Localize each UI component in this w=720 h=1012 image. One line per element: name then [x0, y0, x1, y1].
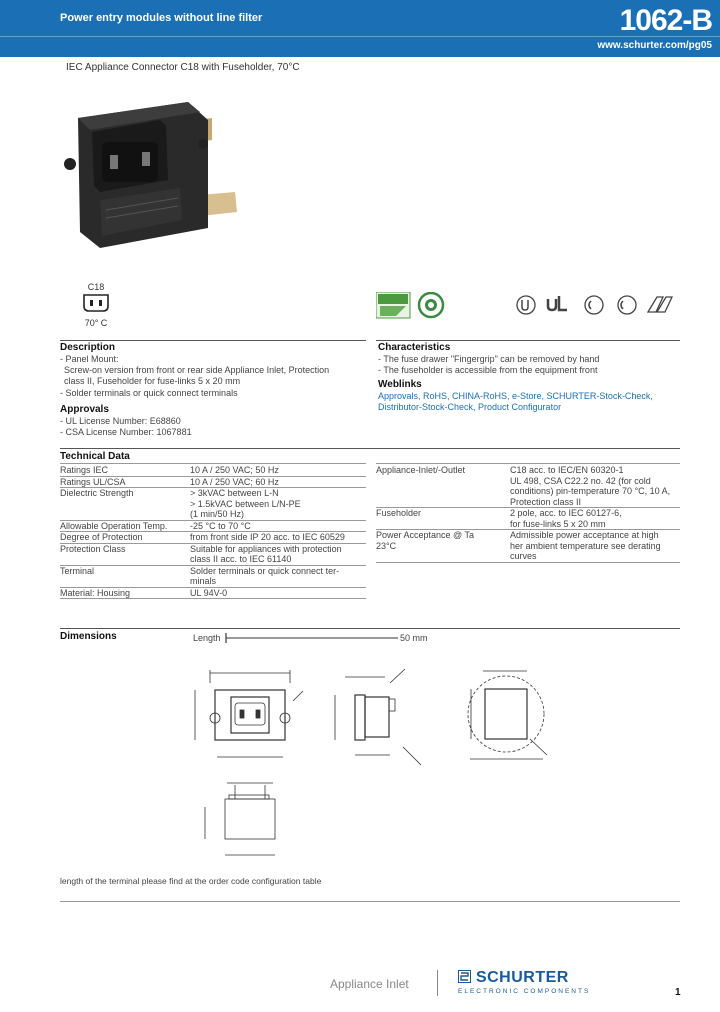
tech-row-key: Allowable Operation Temp.: [60, 520, 168, 531]
description-line: - Panel Mount:: [60, 354, 119, 364]
logo-brand-text: SCHURTER: [475, 969, 569, 986]
weblinks-heading: Weblinks: [378, 379, 422, 390]
divider: [60, 463, 366, 464]
tech-row-value: curves: [510, 551, 537, 561]
tech-row-value: C18 acc. to IEC/EN 60320-1: [510, 465, 624, 475]
tech-row-key: Ratings UL/CSA: [60, 476, 126, 487]
description-line: - Solder terminals or quick connect terminals: [60, 388, 238, 398]
tech-row-value: conditions) pin-temperature 70 °C, 10 A,: [510, 486, 671, 496]
tech-row: [60, 488, 366, 521]
length-value: 50 mm: [400, 633, 428, 643]
row-divider: [376, 562, 680, 563]
tech-row: [376, 530, 680, 563]
tech-row-value: 2 pole, acc. to IEC 60127-6,: [510, 508, 622, 518]
schurter-logo: [458, 969, 590, 995]
tech-row-value: > 3kVAC between L-N: [190, 488, 279, 498]
description-line: Screw-on version from front or rear side Appliance Inlet, Protection: [64, 365, 330, 375]
tech-row-key: 23°C: [376, 540, 397, 551]
characteristics-line: - The fuseholder is accessible from the equipment front: [378, 365, 598, 375]
tech-row-value: Admissible power acceptance at high: [510, 530, 659, 540]
certification-marks-icon: [515, 292, 680, 318]
tech-row-value: minals: [190, 576, 217, 586]
c18-symbol: [76, 282, 116, 328]
description-line: class II, Fuseholder for fuse-links 5 x 20 mm: [64, 376, 241, 386]
footer-divider: [437, 970, 438, 996]
tech-row-value: her ambient temperature see derating: [510, 540, 661, 551]
logo-mark-icon: [458, 970, 471, 983]
tech-row-value: Protection class II: [510, 496, 582, 507]
tech-row-value: 10 A / 250 VAC; 50 Hz: [190, 465, 279, 475]
characteristics-heading: Characteristics: [378, 342, 451, 353]
tech-row-key: Material: Housing: [60, 587, 131, 598]
model-number: 1062-B: [619, 4, 712, 37]
dimensions-heading: Dimensions: [60, 631, 117, 642]
tech-row-value: for fuse-links 5 x 20 mm: [510, 518, 606, 529]
c18-label: C18: [87, 282, 105, 292]
tech-row-value: UL 498, CSA C22.2 no. 42 (for cold: [510, 475, 651, 486]
divider: [60, 448, 680, 449]
c18-temp-label: 70° C: [84, 318, 108, 328]
tech-row-key: Power Acceptance @ Ta: [376, 530, 475, 540]
terminal-note: length of the terminal please find at the order code configuration table: [60, 876, 322, 886]
footer-label: Appliance Inlet: [330, 977, 409, 991]
tech-row-key: Ratings IEC: [60, 465, 109, 475]
tech-row: [376, 508, 680, 530]
divider: [60, 340, 366, 341]
weblinks-line[interactable]: Distributor-Stock-Check, Product Configurator: [378, 402, 562, 412]
divider: [60, 901, 680, 902]
page-number: 1: [675, 987, 681, 998]
weblinks-line[interactable]: Approvals, RoHS, CHINA-RoHS, e-Store, SCHURTER-Stock-Check,: [378, 391, 653, 401]
length-bar-icon: [224, 632, 400, 644]
tech-row: [60, 544, 366, 566]
tech-row-value: -25 °C to 70 °C: [190, 520, 251, 531]
divider: [60, 628, 680, 629]
tech-row: [60, 566, 366, 588]
tech-row-value: class II acc. to IEC 61140: [190, 554, 292, 564]
divider: [376, 463, 680, 464]
header-divider: [0, 36, 720, 37]
tech-row-value: Solder terminals or quick connect ter-: [190, 565, 340, 576]
characteristics-line: - The fuse drawer "Fingergrip" can be removed by hand: [378, 354, 600, 364]
approvals-line: - UL License Number: E68860: [60, 416, 181, 426]
tech-row-key: Dielectric Strength: [60, 488, 134, 498]
divider: [376, 340, 680, 341]
row-divider: [60, 598, 366, 599]
product-title: IEC Appliance Connector C18 with Fuseholder, 70°C: [66, 62, 300, 73]
header-weblink[interactable]: www.schurter.com/pg05: [597, 40, 712, 51]
tech-row-value: Suitable for appliances with protection: [190, 543, 342, 554]
appliance-inlet-icon: [81, 292, 111, 314]
approvals-heading: Approvals: [60, 404, 109, 415]
dimension-drawing: [185, 655, 575, 875]
tech-row-key: Fuseholder: [376, 508, 422, 518]
logo-subtitle: ELECTRONIC COMPONENTS: [458, 988, 591, 995]
tech-row-value: UL 94V-0: [190, 587, 228, 598]
tech-row-value: > 1.5kVAC between L/N-PE: [190, 498, 301, 509]
tech-row-value: from front side IP 20 acc. to IEC 60529: [190, 532, 345, 542]
tech-row-key: Terminal: [60, 565, 95, 576]
approvals-line: - CSA License Number: 1067881: [60, 427, 192, 437]
tech-row-value: 10 A / 250 VAC; 60 Hz: [190, 476, 279, 487]
tech-row: [376, 465, 680, 508]
technical-data-heading: Technical Data: [60, 451, 130, 462]
tech-row-key: Appliance-Inlet/-Outlet: [376, 465, 466, 475]
header-bar: [0, 0, 720, 57]
tech-row-key: Degree of Protection: [60, 532, 143, 542]
rohs-icon: [376, 292, 446, 320]
tech-row-key: Protection Class: [60, 543, 126, 554]
product-photo: [60, 100, 250, 250]
tech-row-value: (1 min/50 Hz): [190, 509, 245, 519]
description-heading: Description: [60, 342, 116, 353]
logo-brand: [458, 969, 590, 987]
header-subtitle: Power entry modules without line filter: [60, 12, 263, 24]
length-label: Length: [193, 633, 221, 643]
